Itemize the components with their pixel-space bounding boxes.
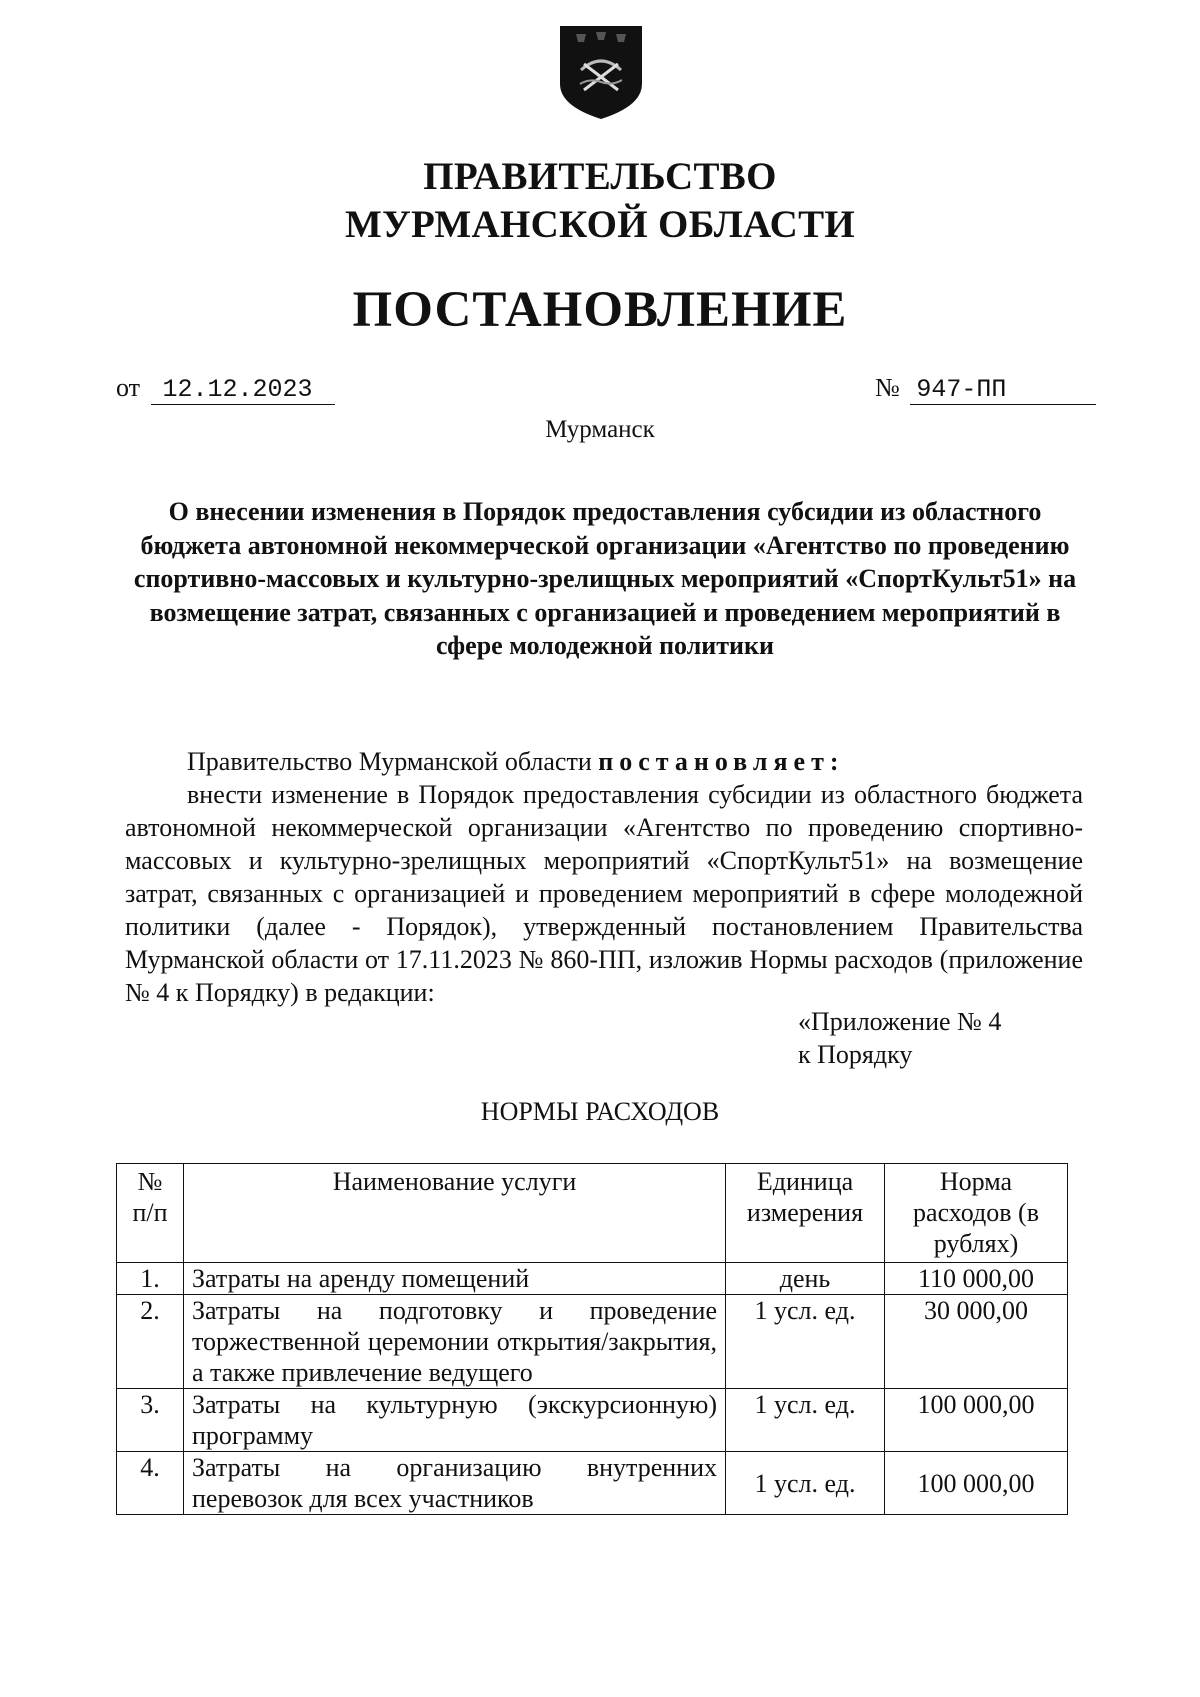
row-unit: день	[726, 1263, 885, 1295]
number-line	[875, 373, 1096, 405]
table-row	[117, 1452, 1068, 1515]
row-unit: 1 усл. ед.	[726, 1452, 885, 1515]
date-value: 12.12.2023	[151, 376, 335, 405]
header-cell-num: № п/п	[117, 1164, 184, 1263]
date-line	[116, 373, 335, 405]
norms-table	[116, 1163, 1068, 1515]
row-name: Затраты на подготовку и проведение торжественной церемонии открытия/закрытия, а также привлечение ведущего	[184, 1295, 726, 1389]
row-norm: 110 000,00	[885, 1263, 1068, 1295]
number-value: 947-ПП	[910, 376, 1096, 405]
org-name-line2: МУРМАНСКОЙ ОБЛАСТИ	[344, 203, 856, 246]
murmansk-coat-of-arms-icon	[556, 22, 646, 122]
row-num: 2.	[117, 1295, 184, 1389]
header-cell-unit: Единица измерения	[726, 1164, 885, 1263]
header-cell-name: Наименование услуги	[184, 1164, 726, 1263]
number-label: №	[875, 373, 900, 402]
row-num: 4.	[117, 1452, 184, 1515]
table-row	[117, 1389, 1068, 1452]
appendix-reference	[798, 1005, 1001, 1071]
city: Мурманск	[545, 416, 655, 443]
row-name: Затраты на организацию внутренних перевозок для всех участников	[184, 1452, 726, 1515]
row-num: 3.	[117, 1389, 184, 1452]
document-type: ПОСТАНОВЛЕНИЕ	[352, 282, 848, 338]
row-norm: 30 000,00	[885, 1295, 1068, 1389]
org-name-line1: ПРАВИТЕЛЬСТВО	[423, 155, 777, 198]
decree-word: постановляет:	[598, 747, 845, 776]
header-cell-norm: Норма расходов (в рублях)	[885, 1164, 1068, 1263]
decree-intro	[125, 745, 1083, 778]
row-num: 1.	[117, 1263, 184, 1295]
row-name: Затраты на культурную (экскурсионную) программу	[184, 1389, 726, 1452]
intro-text: Правительство Мурманской области	[187, 747, 592, 776]
table-header-row	[117, 1164, 1068, 1263]
row-norm: 100 000,00	[885, 1389, 1068, 1452]
row-norm: 100 000,00	[885, 1452, 1068, 1515]
table-row	[117, 1263, 1068, 1295]
date-label: от	[116, 373, 141, 402]
norms-title: НОРМЫ РАСХОДОВ	[480, 1097, 720, 1126]
appendix-line2: к Порядку	[798, 1040, 913, 1069]
decree-text: внести изменение в Порядок предоставления субсидии из областного бюджета автономной некоммерческой организации «Агентство по проведению спортивно-массовых и культурно-зрелищных мероприятий «СпортКульт51» на возмещение затрат, связанных с организацией и проведением мероприятий в сфере молодежной политики (далее - Порядок), утвержденный постановлением Правительства Мурманской области от 17.11.2023 № 860-ПП, изложив Нормы расходов (приложение № 4 к Порядку) в редакции:	[125, 780, 1083, 1007]
document-subject: О внесении изменения в Порядок предоставления субсидии из областного бюджета автономной некоммерческой организации «Агентство по проведению спортивно-массовых и культурно-зрелищных мероприятий «СпортКульт51» на возмещение затрат, связанных с организацией и проведением мероприятий в сфере молодежной политики	[133, 497, 1077, 660]
row-name: Затраты на аренду помещений	[184, 1263, 726, 1295]
document-body	[125, 745, 1083, 1009]
row-unit: 1 усл. ед.	[726, 1389, 885, 1452]
row-unit: 1 усл. ед.	[726, 1295, 885, 1389]
table-row	[117, 1295, 1068, 1389]
appendix-line1: «Приложение № 4	[798, 1007, 1002, 1036]
